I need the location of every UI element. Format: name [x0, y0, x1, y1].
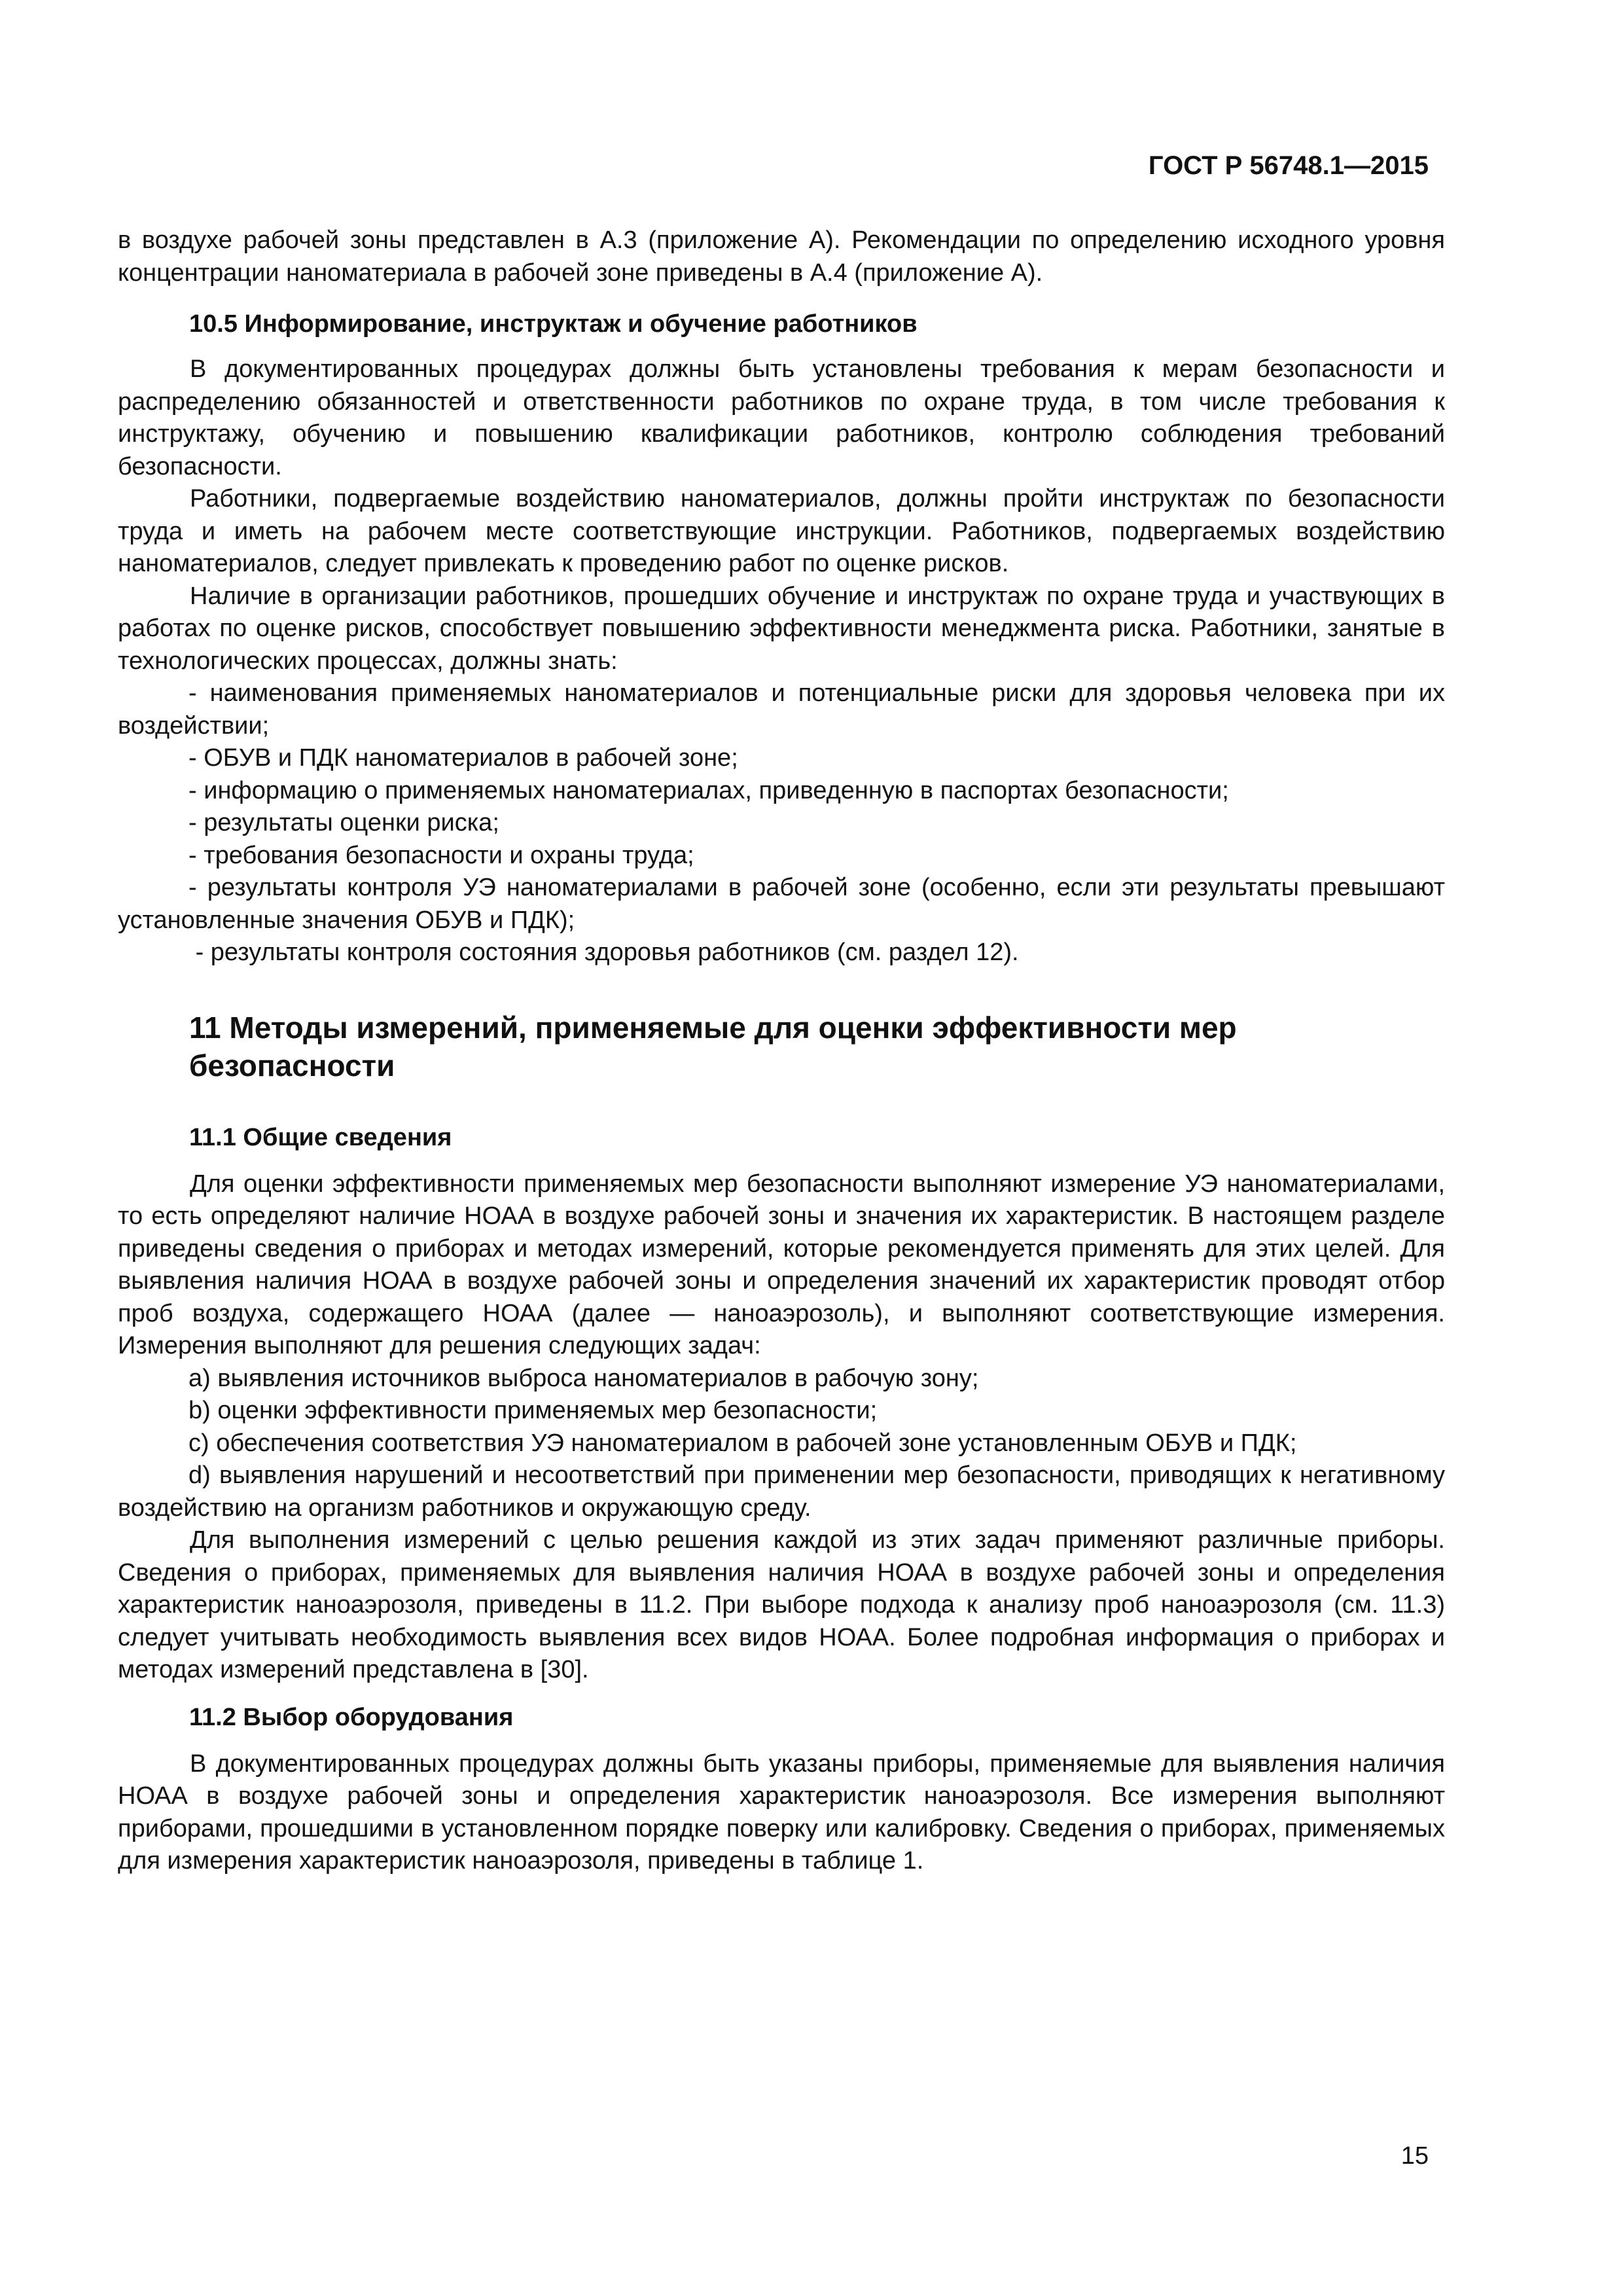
document-code: ГОСТ Р 56748.1—2015: [1148, 151, 1429, 180]
list-item: b) оценки эффективности применяемых мер безопасности;: [188, 1397, 878, 1424]
paragraph-measurements: Для оценки эффективности применяемых мер безопасности выполняют измерение УЭ наноматериалами, то есть определяют наличие НОАА в воздухе рабочей зоны и значения их характеристик. В настоящем разделе приведены сведения о приборах и методах измерений, которые рекомендуется применять для этих целей. Для выявления наличия НОАА в воздухе рабочей зоны и определения значений их характеристик проводят отбор проб воздуха, содержащего НОАА (далее — наноаэрозоль), и выполняют соответствующие измерения. Измерения выполняют для решения следующих задач:: [118, 1170, 1445, 1359]
paragraph-procedures: В документированных процедурах должны быть установлены требования к мерам безопасности и распределению обязанностей и ответственности работников по охране труда, в том числе требования к инструктажу, обучению и повышению квалификации работников, контролю соблюдения требований безопасности.: [118, 355, 1445, 480]
section-11-1-heading: 11.1 Общие сведения: [189, 1123, 452, 1151]
list-item: a) выявления источников выброса наноматериалов в рабочую зону;: [188, 1364, 979, 1392]
paragraph-instruments: Для выполнения измерений с целью решения каждой из этих задач применяют различные приборы. Сведения о приборах, применяемых для выявления наличия НОАА в воздухе рабочей зоны и определения характеристик наноаэрозоля, приведены в 11.2. При выборе подхода к анализу проб наноаэрозоля (см. 11.3) следует учитывать необходимость выявления всех видов НОАА. Более подробная информация о приборах и методах измерений представлена в [30].: [118, 1526, 1445, 1683]
paragraph-training: Наличие в организации работников, прошедших обучение и инструктаж по охране труда и участвующих в работах по оценке рисков, способствует повышению эффективности менеджмента риска. Работники, занятые в технологических процессах, должны знать:: [118, 582, 1445, 675]
list-item: - результаты контроля состояния здоровья работников (см. раздел 12).: [188, 939, 1019, 966]
list-item: - требования безопасности и охраны труда;: [188, 841, 694, 869]
paragraph-equipment: В документированных процедурах должны быть указаны приборы, применяемые для выявления наличия НОАА в воздухе рабочей зоны и определения характеристик наноаэрозоля. Все измерения выполняют приборами, прошедшими в установленном порядке поверку или калибровку. Сведения о приборах, применяемых для измерения характеристик наноаэрозоля, приведены в таблице 1.: [118, 1749, 1445, 1874]
list-item: - информацию о применяемых наноматериалах, приведенную в паспортах безопасности;: [188, 776, 1229, 804]
section-10-5-heading: 10.5 Информирование, инструктаж и обучение работников: [189, 310, 918, 338]
section-11-2-heading: 11.2 Выбор оборудования: [189, 1703, 514, 1731]
section-11-heading: 11 Методы измерений, применяемые для оценки эффективности мер безопасности: [189, 1010, 1237, 1083]
document-body: [118, 224, 1445, 1878]
list-item: - результаты оценки риска;: [188, 809, 499, 836]
list-item: - наименования применяемых наноматериалов и потенциальные риски для здоровья человека при их воздействии;: [118, 679, 1445, 740]
list-item: d) выявления нарушений и несоответствий при применении мер безопасности, приводящих к негативному воздействию на организм работников и окружающую среду.: [118, 1462, 1445, 1522]
intro-paragraph: в воздухе рабочей зоны представлен в А.3 (приложение А). Рекомендации по определению исходного уровня концентрации наноматериала в рабочей зоне приведены в А.4 (приложение А).: [118, 226, 1445, 287]
page-number: 15: [1400, 2142, 1429, 2170]
list-item: - результаты контроля УЭ наноматериалами в рабочей зоне (особенно, если эти результаты превышают установленные значения ОБУВ и ПДК);: [118, 874, 1445, 934]
list-item: c) обеспечения соответствия УЭ наноматериалом в рабочей зоне установленным ОБУВ и ПДК;: [188, 1429, 1297, 1457]
list-item: - ОБУВ и ПДК наноматериалов в рабочей зоне;: [188, 744, 738, 772]
paragraph-instruction: Работники, подвергаемые воздействию наноматериалов, должны пройти инструктаж по безопасности труда и иметь на рабочем месте соответствующие инструкции. Работников, подвергаемых воздействию наноматериалов, следует привлекать к проведению работ по оценке рисков.: [118, 485, 1445, 577]
